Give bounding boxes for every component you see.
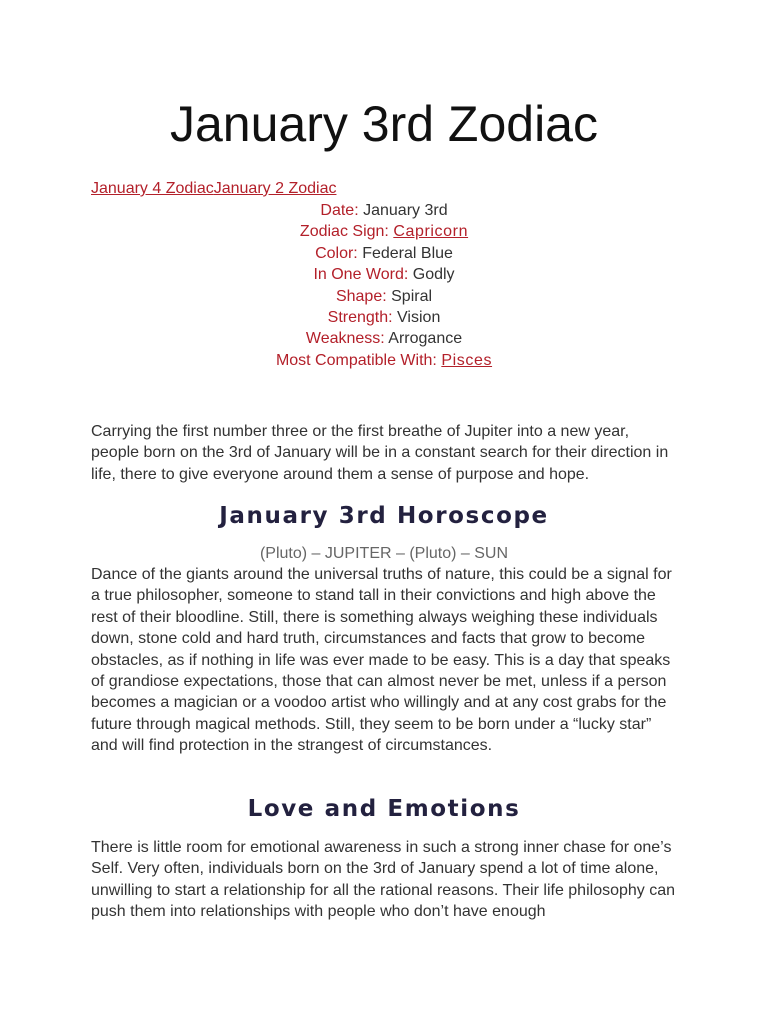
intro-paragraph: Carrying the first number three or the first breathe of Jupiter into a new year, people born on the 3rd of January will be in a constant search for their direction in life, there to give everyone around them a sense of purpose and hope. [91,423,669,483]
fact-label: Date: [320,202,359,219]
love-heading: Love and Emotions [247,796,521,822]
zodiac-facts [91,200,677,371]
fact-date [91,200,677,221]
fact-label: Strength: [327,309,393,327]
fact-value: Vision [397,309,441,327]
fact-value: Spiral [391,287,433,305]
capricorn-link[interactable]: Capricorn [393,223,469,241]
pisces-link[interactable]: Pisces [441,351,493,369]
fact-zodiac-sign [91,221,677,242]
fact-compatible [91,350,677,371]
fact-value: Federal Blue [362,244,453,262]
day-navigation [91,178,336,199]
fact-label: In One Word: [313,266,409,284]
fact-one-word [91,264,677,285]
next-day-link[interactable]: January 4 Zodiac [91,180,214,197]
horoscope-heading: January 3rd Horoscope [219,503,549,529]
fact-color [91,243,677,264]
fact-label: Zodiac Sign: [299,223,389,241]
fact-label: Weakness: [305,330,385,348]
love-paragraph: There is little room for emotional awareness in such a strong inner chase for one’s Self. Very often, individuals born on the 3rd of January spend a lot of time alone, unwilling to start a relationship for all the rational reasons. Their life philosophy can push them into relationships with people who don’t have enough [91,839,676,921]
previous-day-link[interactable]: January 2 Zodiac [213,180,337,197]
fact-label: Most Compatible With: [275,351,437,369]
horoscope-paragraph: Dance of the giants around the universal truths of nature, this could be a signal for a true philosopher, someone to stand tall in their convictions and high above the rest of their bloodline. Still, there is something always weighing these individuals down, stone cold and hard truth, circumstances and facts that grow to become obstacles, as if nothing in life was ever made to be easy. This is a day that speaks of grandiose expectations, those that can almost never be met, unless if a person becomes a magician or a voodoo artist who willingly and at any cost grabs for the future through magical methods. Still, they seem to be born under a “lucky star” and will find protection in the strangest of circumstances. [91,566,672,755]
fact-weakness [91,328,677,349]
fact-label: Shape: [335,287,387,305]
fact-shape [91,286,677,307]
page-title: January 3rd Zodiac [169,96,598,152]
fact-value: Arrogance [388,330,463,348]
planet-rulers: (Pluto) – JUPITER – (Pluto) – SUN [259,545,509,562]
fact-value: Godly [412,266,455,284]
fact-value: January 3rd [363,202,448,219]
fact-strength [91,307,677,328]
fact-label: Color: [315,244,358,262]
